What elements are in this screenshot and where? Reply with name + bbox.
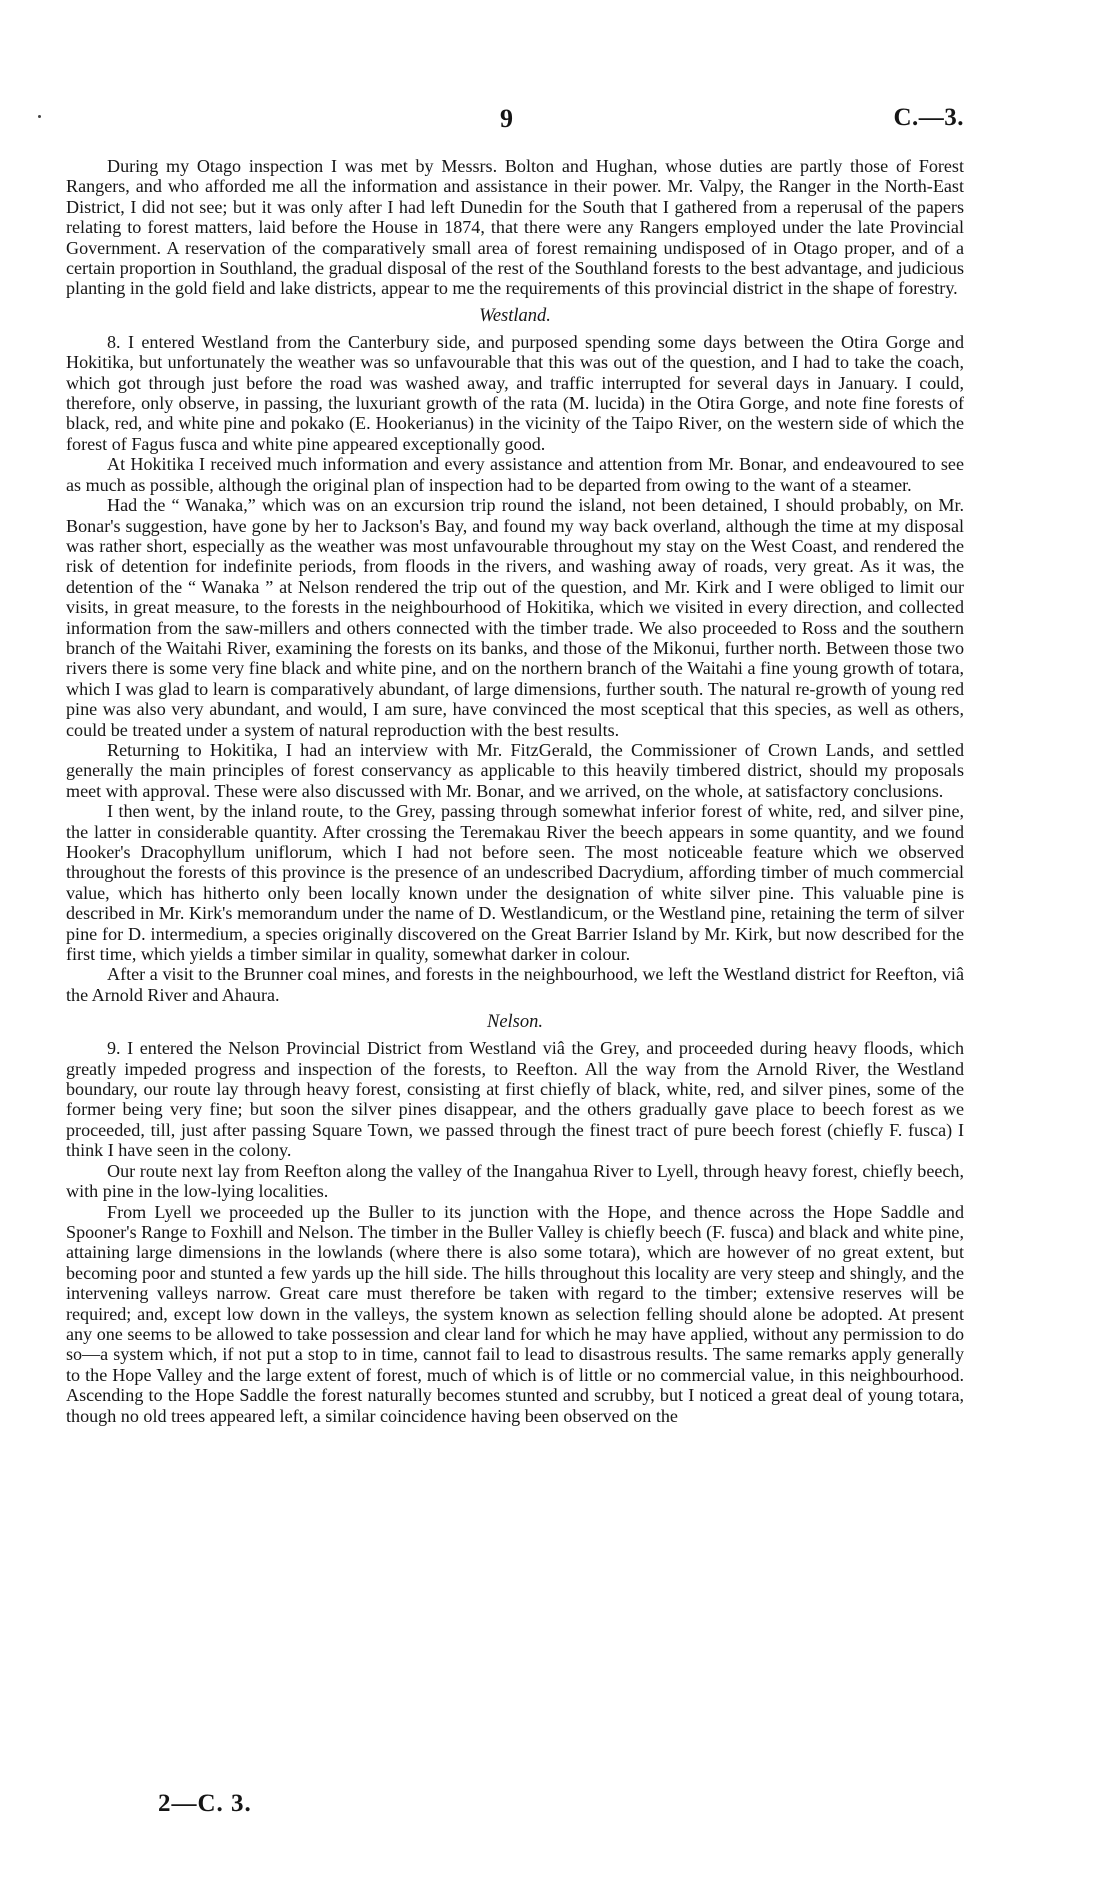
- document-reference: C.—3.: [893, 104, 964, 131]
- paragraph-reefton-route: Our route next lay from Reefton along the valley of the Inangahua River to Lyell, through heavy forest, chiefly beech, with pine in the low-lying localities.: [66, 1160, 964, 1202]
- section-heading-westland: Westland.: [479, 305, 551, 326]
- paragraph-westland-entry: 8. I entered Westland from the Canterbury side, and purposed spending some days between the Otira Gorge and Hokitika, but unfortunately the weather was so unfavourable that this was out of the question, and I had to take the coach, which got through just before the road was washed away, and traffic interrupted for several days in January. I could, therefore, only observe, in passing, the luxuriant growth of the rata (M. lucida) in the Otira Gorge, and note fine forests of black, red, and white pine and pokako (E. Hookerianus) in the vicinity of the Taipo River, on the western side of which the forest of Fagus fusca and white pine appeared exceptionally good.: [66, 331, 964, 454]
- paragraph-inland-route: I then went, by the inland route, to the Grey, passing through somewhat inferior forest of white, red, and silver pine, the latter in considerable quantity. After crossing the Teremakau River the beech appears in some quantity, and we found Hooker's Dracophyllum uniflorum, which I had not before seen. The most noticeable feature which we observed throughout the forests of this province is the presence of an undescribed Dacrydium, affording timber of much commercial value, which has hitherto only been locally known under the designation of white silver pine. This valuable pine is described in Mr. Kirk's memorandum under the name of D. Westlandicum, or the Westland pine, retaining the term of silver pine for D. intermedium, a species originally discovered on the Great Barrier Island by Mr. Kirk, but now described for the first time, which yields a timber similar in quality, somewhat darker in colour.: [66, 801, 964, 965]
- paragraph-nelson-entry: 9. I entered the Nelson Provincial District from Westland viâ the Grey, and proceeded during heavy floods, which greatly impeded progress and inspection of the forests, to Reefton. All the way from the Arnold River, the Westland boundary, our route lay through heavy forest, consisting at first chiefly of black, white, red, and silver pines, some of the former being very fine; but soon the silver pines disappear, and the others gradually gave place to beech forest as we proceeded, till, just after passing Square Town, we passed through the finest tract of pure beech forest (chiefly F. fusca) I think I have seen in the colony.: [66, 1038, 964, 1161]
- paragraph-wanaka: Had the “ Wanaka,” which was on an excursion trip round the island, not been detained, I should probably, on Mr. Bonar's suggestion, have gone by her to Jackson's Bay, and found my way back overland, although the time at my disposal was rather short, especially as the weather was most unfavourable throughout my stay on the West Coast, and rendered the risk of detention for indefinite periods, from floods in the rivers, and washing away of roads, very great. As it was, the detention of the “ Wanaka ” at Nelson rendered the trip out of the question, and Mr. Kirk and I were obliged to limit our visits, in great measure, to the forests in the neighbourhood of Hokitika, which we visited in every direction, and collected information from the saw-millers and others connected with the timber trade. We also proceeded to Ross and the southern branch of the Waitahi River, examining the forests on its banks, and those of the Mikonui, further north. Between those two rivers there is some very fine black and white pine, and on the northern branch of the Waitahi a fine young growth of totara, which I was glad to learn is comparatively abundant, of large dimensions, further south. The natural re-growth of young red pine was also very abundant, and would, I am sure, have convinced the most sceptical that this species, as well as others, could be treated under a system of natural reproduction with the best results.: [66, 495, 964, 740]
- paragraph-hokitika: At Hokitika I received much information and every assistance and attention from Mr. Bonar, and endeavoured to see as much as possible, although the original plan of inspection had to be departed from owing to the want of a steamer.: [66, 454, 964, 495]
- page-number: 9: [500, 104, 513, 133]
- paragraph-fitzgerald: Returning to Hokitika, I had an interview with Mr. FitzGerald, the Commissioner of Crown Lands, and settled generally the main principles of forest conservancy as applicable to this heavily timbered district, should my proposals meet with approval. These were also discussed with Mr. Bonar, and we arrived, on the whole, at satisfactory conclusions.: [66, 739, 964, 801]
- margin-mark: [38, 115, 41, 118]
- document-body: [66, 156, 964, 1426]
- signature-mark: 2—C. 3.: [158, 1790, 252, 1817]
- paragraph-brunner: After a visit to the Brunner coal mines, and forests in the neighbourhood, we left the Westland district for Reefton, viâ the Arnold River and Ahaura.: [66, 964, 964, 1005]
- section-heading-nelson: Nelson.: [486, 1012, 543, 1033]
- page-header: [108, 104, 964, 138]
- paragraph-lyell-buller: From Lyell we proceeded up the Buller to its junction with the Hope, and thence across the Hope Saddle and Spooner's Range to Foxhill and Nelson. The timber in the Buller Valley is chiefly beech (F. fusca) and black and white pine, attaining large dimensions in the lowlands (where there is also some totara), which are however of no great extent, but becoming poor and stunted a few yards up the hill side. The hills throughout this locality are very steep and shingly, and the intervening valleys narrow. Great care must therefore be taken with regard to the timber; extensive reserves will be required; and, except low down in the valleys, the system known as selection felling should alone be adopted. At present any one seems to be allowed to take possession and clear land for which he may have applied, without any permission to do so—a system which, if not put a stop to in time, cannot fail to lead to disastrous results. The same remarks apply generally to the Hope Valley and the large extent of forest, much of which is of little or no commercial value, in this neighbourhood. Ascending to the Hope Saddle the forest naturally becomes stunted and scrubby, but I noticed a great deal of young totara, though no old trees appeared left, a similar coincidence having been observed on the: [66, 1201, 964, 1426]
- paragraph-otago-inspection: During my Otago inspection I was met by Messrs. Bolton and Hughan, whose duties are partly those of Forest Rangers, and who afforded me all the information and assistance in their power. Mr. Valpy, the Ranger in the North-East District, I did not see; but it was only after I had left Dunedin for the South that I gathered from a reperusal of the papers relating to forest matters, laid before the House in 1874, that there were any Rangers employed under the late Provincial Government. A reservation of the comparatively small area of forest remaining undisposed of in Otago proper, and of a certain proportion in Southland, the gradual disposal of the rest of the Southland forests to the best advantage, and judicious planting in the gold field and lake districts, appear to me the requirements of this provincial district in the shape of forestry.: [66, 156, 964, 299]
